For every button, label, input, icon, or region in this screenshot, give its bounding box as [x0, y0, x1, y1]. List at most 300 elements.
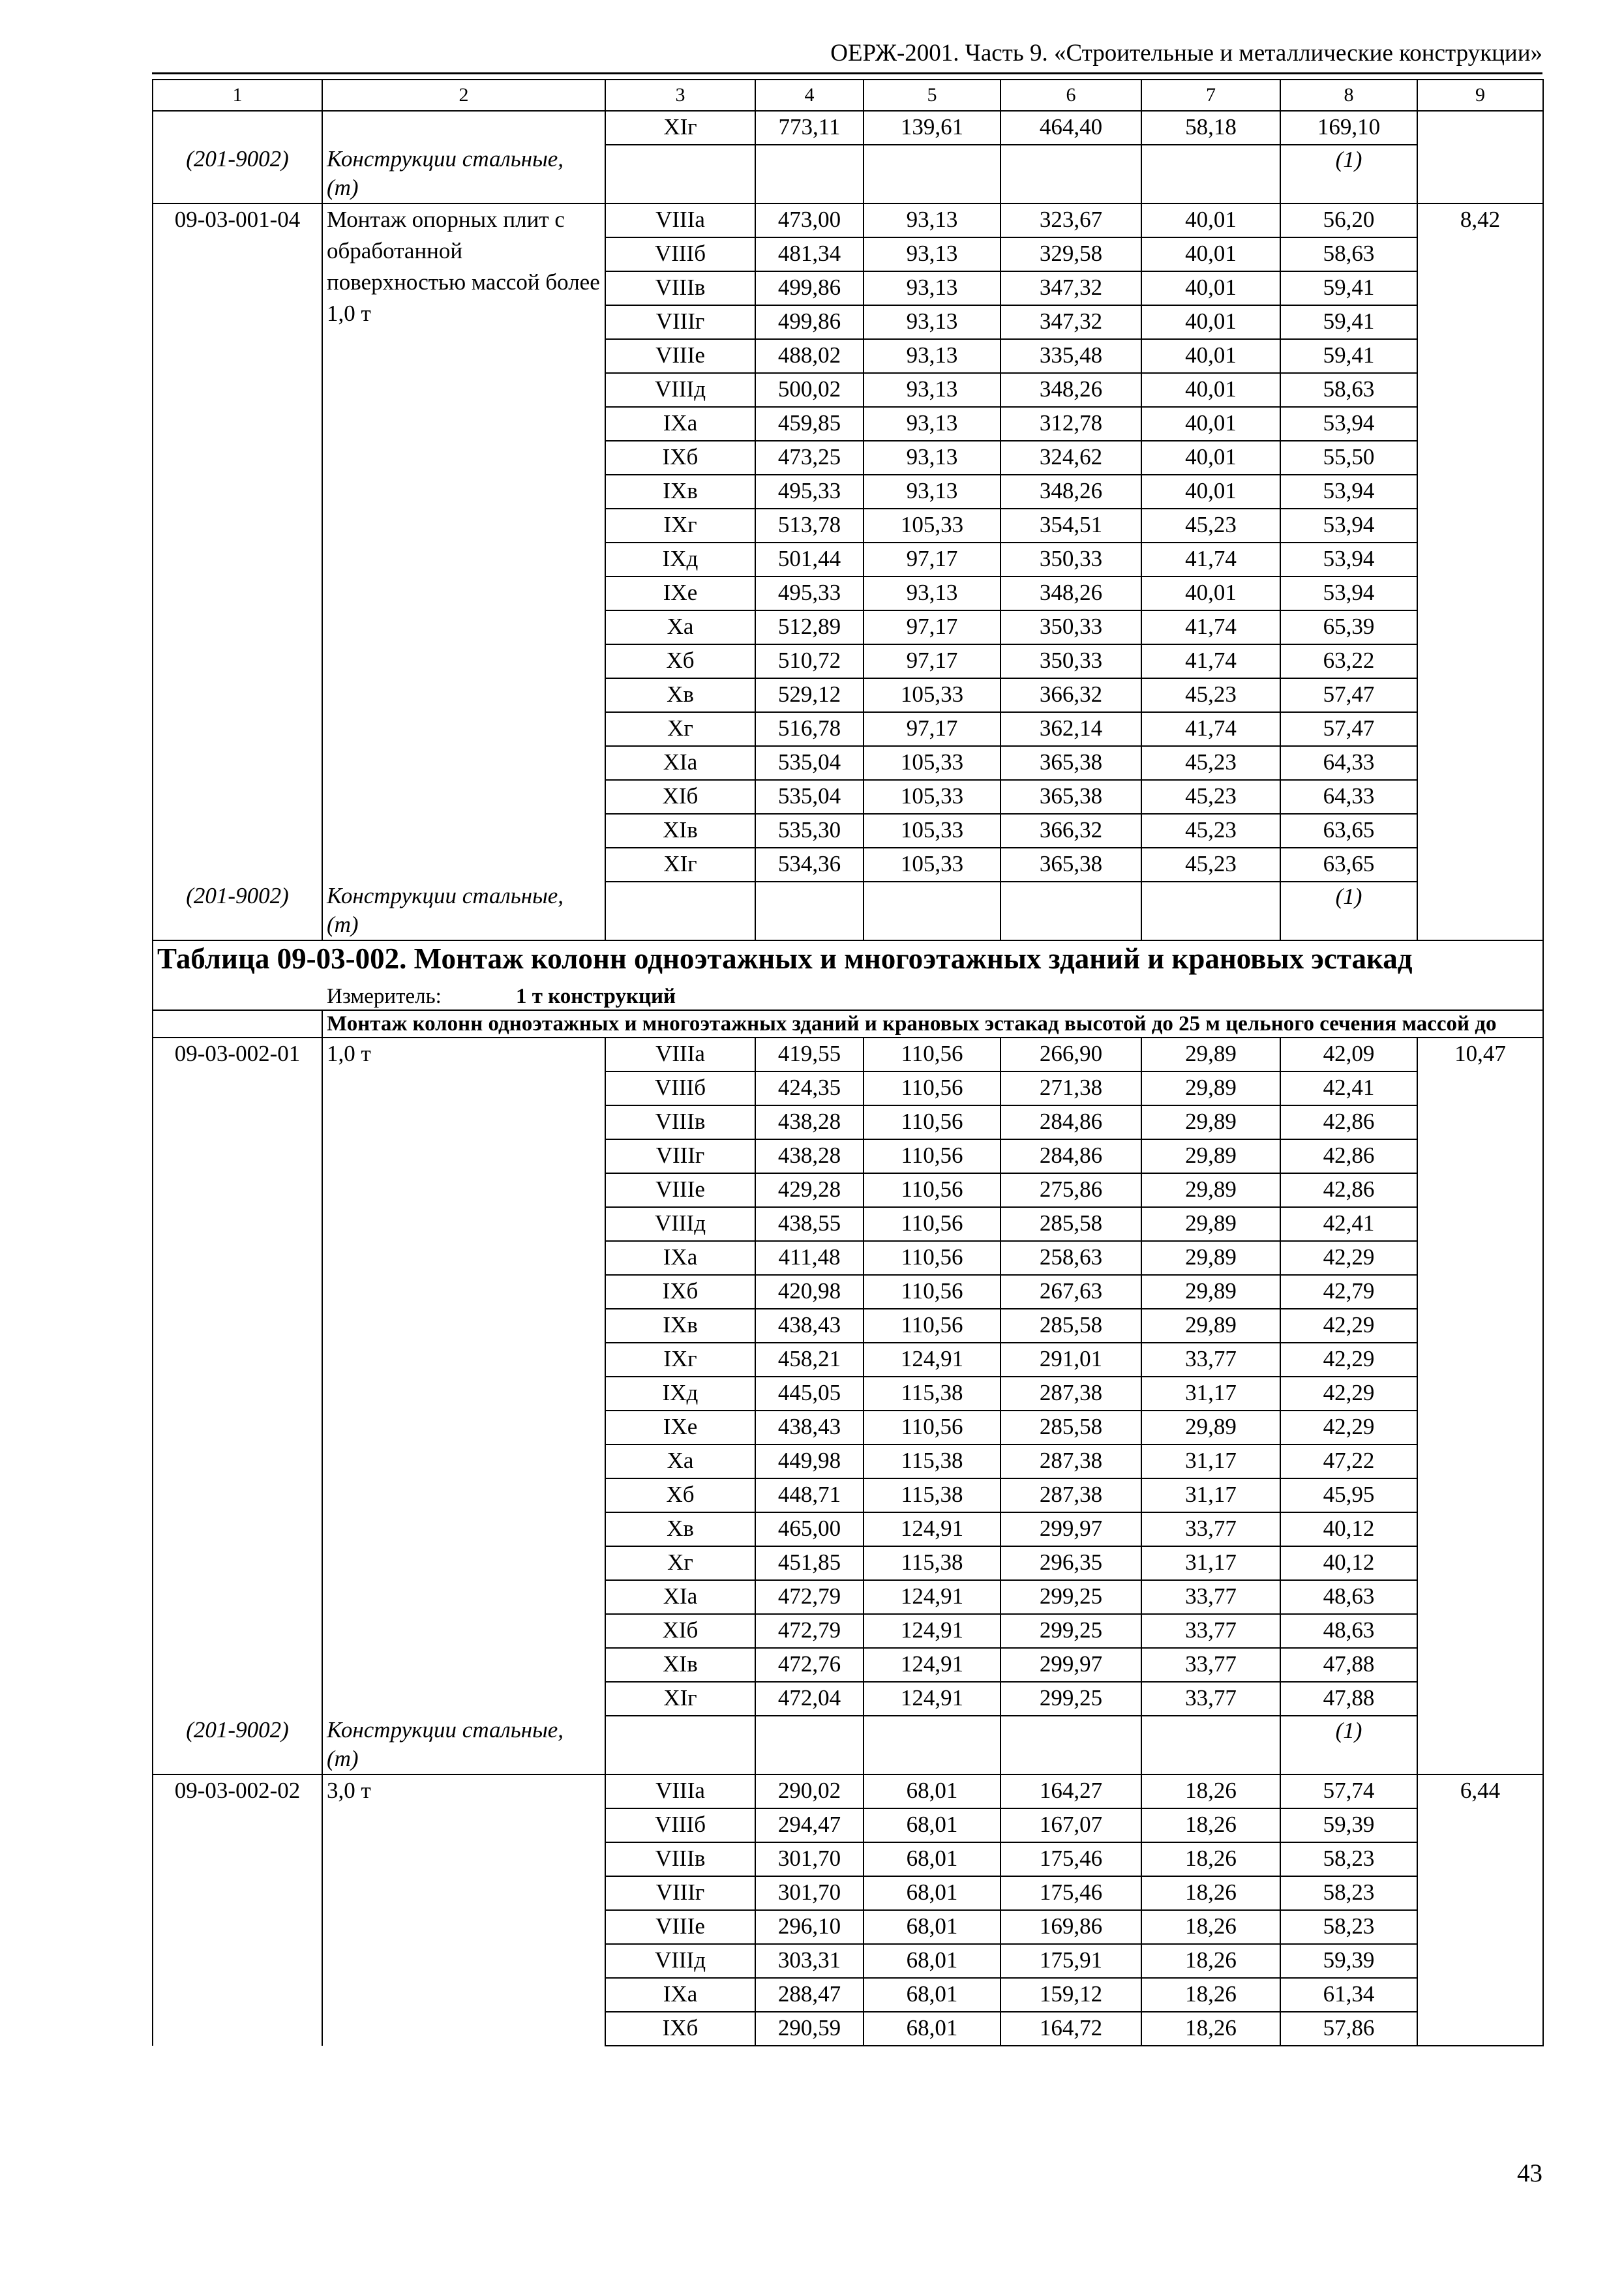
table-title-row: [153, 940, 1543, 1010]
value-cell: 47,88: [1280, 1682, 1417, 1716]
value-cell: 448,71: [755, 1478, 864, 1512]
zone-cell: VIIIг: [605, 1139, 755, 1173]
value-cell: 29,89: [1141, 1139, 1280, 1173]
column-number: 9: [1417, 80, 1543, 111]
material-quantity: (1): [1280, 882, 1417, 940]
value-cell: 40,01: [1141, 305, 1280, 339]
zone-cell: XIг: [605, 1682, 755, 1716]
work-code: 09-03-002-02: [153, 1774, 322, 2046]
zone-cell: VIIIа: [605, 1038, 755, 1071]
value-cell: 124,91: [864, 1343, 1000, 1377]
empty-cell: [1000, 1716, 1141, 1774]
value-cell: 53,94: [1280, 407, 1417, 441]
value-cell: 348,26: [1000, 475, 1141, 509]
value-cell: 29,89: [1141, 1038, 1280, 1071]
column-number: 7: [1141, 80, 1280, 111]
value-cell: 419,55: [755, 1038, 864, 1071]
column-number: 4: [755, 80, 864, 111]
empty-cell: [864, 882, 1000, 940]
value-cell: 40,01: [1141, 475, 1280, 509]
column-number: 2: [322, 80, 605, 111]
zone-cell: XIг: [605, 111, 755, 145]
value-cell: 57,47: [1280, 712, 1417, 746]
value-cell: 18,26: [1141, 2012, 1280, 2046]
zone-cell: XIа: [605, 746, 755, 780]
value-cell: 362,14: [1000, 712, 1141, 746]
last-value-cell: 8,42: [1417, 203, 1543, 940]
value-cell: 97,17: [864, 712, 1000, 746]
value-cell: 58,18: [1141, 111, 1280, 145]
value-cell: 29,89: [1141, 1207, 1280, 1241]
value-cell: 65,39: [1280, 610, 1417, 644]
zone-cell: XIб: [605, 1614, 755, 1648]
value-cell: 68,01: [864, 1774, 1000, 1808]
value-cell: 59,41: [1280, 305, 1417, 339]
value-cell: 348,26: [1000, 373, 1141, 407]
value-cell: 45,23: [1141, 678, 1280, 712]
value-cell: 40,12: [1280, 1512, 1417, 1546]
empty-cell: [605, 1716, 755, 1774]
value-cell: 285,58: [1000, 1207, 1141, 1241]
zone-cell: IXе: [605, 576, 755, 610]
section-heading: Монтаж колонн одноэтажных и многоэтажных зданий и крановых эстакад высотой до 25 м цельного сечения массой до: [322, 1010, 1543, 1038]
zone-cell: Xв: [605, 678, 755, 712]
value-cell: 271,38: [1000, 1071, 1141, 1105]
value-cell: 472,79: [755, 1580, 864, 1614]
empty-cell: [605, 882, 755, 940]
value-cell: 365,38: [1000, 780, 1141, 814]
value-cell: 115,38: [864, 1377, 1000, 1411]
zone-cell: IXг: [605, 1343, 755, 1377]
value-cell: 110,56: [864, 1241, 1000, 1275]
running-header: ОЕРЖ-2001. Часть 9. «Строительные и металлические конструкции»: [830, 40, 1542, 67]
value-cell: 169,86: [1000, 1910, 1141, 1944]
value-cell: 29,89: [1141, 1411, 1280, 1444]
value-cell: 534,36: [755, 848, 864, 882]
value-cell: 411,48: [755, 1241, 864, 1275]
zone-cell: XIв: [605, 814, 755, 848]
zone-cell: VIIIв: [605, 1842, 755, 1876]
value-cell: 299,25: [1000, 1614, 1141, 1648]
value-cell: 18,26: [1141, 1774, 1280, 1808]
material-name: Конструкции стальные, (т): [322, 882, 605, 940]
value-cell: 115,38: [864, 1444, 1000, 1478]
zone-cell: IXе: [605, 1411, 755, 1444]
value-cell: 299,97: [1000, 1512, 1141, 1546]
value-cell: 512,89: [755, 610, 864, 644]
value-cell: 365,38: [1000, 746, 1141, 780]
material-code: (201-9002): [153, 145, 322, 203]
value-cell: 445,05: [755, 1377, 864, 1411]
value-cell: 48,63: [1280, 1580, 1417, 1614]
value-cell: 299,97: [1000, 1648, 1141, 1682]
value-cell: 481,34: [755, 237, 864, 271]
value-cell: 472,04: [755, 1682, 864, 1716]
value-cell: 115,38: [864, 1478, 1000, 1512]
value-cell: 350,33: [1000, 610, 1141, 644]
value-cell: 29,89: [1141, 1241, 1280, 1275]
table-row: [153, 1774, 1543, 1808]
value-cell: 458,21: [755, 1343, 864, 1377]
value-cell: 258,63: [1000, 1241, 1141, 1275]
value-cell: 459,85: [755, 407, 864, 441]
value-cell: 18,26: [1141, 1808, 1280, 1842]
value-cell: 18,26: [1141, 1910, 1280, 1944]
meter-label: Измеритель:: [327, 985, 442, 1008]
value-cell: 473,25: [755, 441, 864, 475]
value-cell: 424,35: [755, 1071, 864, 1105]
zone-cell: XIб: [605, 780, 755, 814]
zone-cell: IXв: [605, 475, 755, 509]
value-cell: 41,74: [1141, 543, 1280, 576]
zone-cell: VIIIб: [605, 1071, 755, 1105]
value-cell: 324,62: [1000, 441, 1141, 475]
value-cell: 285,58: [1000, 1411, 1141, 1444]
value-cell: 312,78: [1000, 407, 1141, 441]
zone-cell: VIIIе: [605, 1910, 755, 1944]
material-code: (201-9002): [153, 1716, 322, 1774]
value-cell: 169,10: [1280, 111, 1417, 145]
table-title-cell: [153, 940, 1543, 1010]
value-cell: 110,56: [864, 1139, 1000, 1173]
value-cell: 57,74: [1280, 1774, 1417, 1808]
value-cell: 438,28: [755, 1105, 864, 1139]
value-cell: 124,91: [864, 1614, 1000, 1648]
value-cell: 68,01: [864, 1876, 1000, 1910]
value-cell: 58,63: [1280, 373, 1417, 407]
value-cell: 472,76: [755, 1648, 864, 1682]
zone-cell: IXв: [605, 1309, 755, 1343]
column-number: 3: [605, 80, 755, 111]
zone-cell: IXг: [605, 509, 755, 543]
value-cell: 31,17: [1141, 1377, 1280, 1411]
value-cell: 175,91: [1000, 1944, 1141, 1978]
value-cell: 59,39: [1280, 1944, 1417, 1978]
value-cell: 18,26: [1141, 1944, 1280, 1978]
value-cell: 350,33: [1000, 543, 1141, 576]
value-cell: 335,48: [1000, 339, 1141, 373]
value-cell: 57,86: [1280, 2012, 1417, 2046]
zone-cell: XIа: [605, 1580, 755, 1614]
value-cell: 500,02: [755, 373, 864, 407]
value-cell: 58,23: [1280, 1842, 1417, 1876]
zone-cell: VIIIа: [605, 1774, 755, 1808]
zone-cell: IXа: [605, 407, 755, 441]
value-cell: 499,86: [755, 271, 864, 305]
value-cell: 93,13: [864, 203, 1000, 237]
value-cell: 64,33: [1280, 746, 1417, 780]
value-cell: 105,33: [864, 746, 1000, 780]
zone-cell: VIIIе: [605, 1173, 755, 1207]
value-cell: 124,91: [864, 1682, 1000, 1716]
value-cell: 68,01: [864, 1944, 1000, 1978]
empty-cell: [153, 1010, 322, 1038]
value-cell: 59,39: [1280, 1808, 1417, 1842]
value-cell: 124,91: [864, 1512, 1000, 1546]
value-cell: 159,12: [1000, 1978, 1141, 2012]
value-cell: 110,56: [864, 1411, 1000, 1444]
value-cell: 68,01: [864, 1978, 1000, 2012]
value-cell: 42,79: [1280, 1275, 1417, 1309]
value-cell: 33,77: [1141, 1512, 1280, 1546]
value-cell: 110,56: [864, 1038, 1000, 1071]
value-cell: 64,33: [1280, 780, 1417, 814]
value-cell: 40,01: [1141, 237, 1280, 271]
value-cell: 167,07: [1000, 1808, 1141, 1842]
zone-cell: VIIIв: [605, 1105, 755, 1139]
material-row: [153, 1716, 1543, 1774]
meter-value: 1 т конструкций: [516, 985, 676, 1008]
value-cell: 45,95: [1280, 1478, 1417, 1512]
value-cell: 61,34: [1280, 1978, 1417, 2012]
value-cell: 773,11: [755, 111, 864, 145]
zone-cell: XIг: [605, 848, 755, 882]
empty-cell: [864, 145, 1000, 203]
zone-cell: IXб: [605, 441, 755, 475]
column-number: 8: [1280, 80, 1417, 111]
zone-cell: VIIIа: [605, 203, 755, 237]
value-cell: 347,32: [1000, 271, 1141, 305]
value-cell: 438,43: [755, 1309, 864, 1343]
code-cell: [153, 111, 322, 145]
value-cell: 303,31: [755, 1944, 864, 1978]
work-name: 3,0 т: [322, 1774, 605, 2046]
value-cell: 449,98: [755, 1444, 864, 1478]
empty-cell: [1141, 1716, 1280, 1774]
value-cell: 267,63: [1000, 1275, 1141, 1309]
value-cell: 287,38: [1000, 1444, 1141, 1478]
value-cell: 93,13: [864, 339, 1000, 373]
material-name: Конструкции стальные, (т): [322, 1716, 605, 1774]
value-cell: 42,29: [1280, 1411, 1417, 1444]
value-cell: 110,56: [864, 1275, 1000, 1309]
value-cell: 495,33: [755, 475, 864, 509]
value-cell: 438,28: [755, 1139, 864, 1173]
value-cell: 41,74: [1141, 644, 1280, 678]
value-cell: 33,77: [1141, 1682, 1280, 1716]
zone-cell: VIIIг: [605, 1876, 755, 1910]
value-cell: 63,65: [1280, 848, 1417, 882]
value-cell: 110,56: [864, 1207, 1000, 1241]
value-cell: 93,13: [864, 271, 1000, 305]
value-cell: 287,38: [1000, 1377, 1141, 1411]
material-name: Конструкции стальные, (т): [322, 145, 605, 203]
zone-cell: IXа: [605, 1241, 755, 1275]
value-cell: 29,89: [1141, 1275, 1280, 1309]
value-cell: 438,43: [755, 1411, 864, 1444]
value-cell: 284,86: [1000, 1139, 1141, 1173]
empty-cell: [755, 882, 864, 940]
empty-cell: [755, 145, 864, 203]
value-cell: 53,94: [1280, 509, 1417, 543]
table-row: [153, 1038, 1543, 1071]
value-cell: 290,02: [755, 1774, 864, 1808]
value-cell: 97,17: [864, 543, 1000, 576]
value-cell: 29,89: [1141, 1309, 1280, 1343]
value-cell: 516,78: [755, 712, 864, 746]
value-cell: 301,70: [755, 1842, 864, 1876]
value-cell: 347,32: [1000, 305, 1141, 339]
value-cell: 105,33: [864, 848, 1000, 882]
zone-cell: IXд: [605, 543, 755, 576]
value-cell: 33,77: [1141, 1343, 1280, 1377]
material-code: (201-9002): [153, 882, 322, 940]
material-row: [153, 882, 1543, 940]
value-cell: 275,86: [1000, 1173, 1141, 1207]
column-number: 6: [1000, 80, 1141, 111]
value-cell: 40,01: [1141, 576, 1280, 610]
zone-cell: Xб: [605, 1478, 755, 1512]
value-cell: 40,01: [1141, 271, 1280, 305]
value-cell: 285,58: [1000, 1309, 1141, 1343]
work-name: 1,0 т: [322, 1038, 605, 1716]
value-cell: 33,77: [1141, 1648, 1280, 1682]
value-cell: 110,56: [864, 1071, 1000, 1105]
value-cell: 47,88: [1280, 1648, 1417, 1682]
value-cell: 59,41: [1280, 339, 1417, 373]
value-cell: 93,13: [864, 237, 1000, 271]
table-row: [153, 111, 1543, 145]
value-cell: 535,30: [755, 814, 864, 848]
name-cell: [322, 111, 605, 145]
value-cell: 164,72: [1000, 2012, 1141, 2046]
zone-cell: VIIIд: [605, 1944, 755, 1978]
empty-cell: [1000, 145, 1141, 203]
rates-table: [152, 79, 1544, 2046]
value-cell: 40,01: [1141, 339, 1280, 373]
zone-cell: VIIIг: [605, 305, 755, 339]
value-cell: 429,28: [755, 1173, 864, 1207]
zone-cell: VIIIе: [605, 339, 755, 373]
value-cell: 175,46: [1000, 1876, 1141, 1910]
value-cell: 40,01: [1141, 441, 1280, 475]
zone-cell: XIв: [605, 1648, 755, 1682]
value-cell: 45,23: [1141, 509, 1280, 543]
value-cell: 68,01: [864, 1842, 1000, 1876]
empty-cell: [755, 1716, 864, 1774]
zone-cell: IXд: [605, 1377, 755, 1411]
section-row: [153, 1010, 1543, 1038]
value-cell: 164,27: [1000, 1774, 1141, 1808]
value-cell: 31,17: [1141, 1444, 1280, 1478]
empty-cell: [864, 1716, 1000, 1774]
material-quantity: (1): [1280, 145, 1417, 203]
empty-cell: [1000, 882, 1141, 940]
value-cell: 473,00: [755, 203, 864, 237]
value-cell: 110,56: [864, 1309, 1000, 1343]
value-cell: 464,40: [1000, 111, 1141, 145]
value-cell: 33,77: [1141, 1580, 1280, 1614]
value-cell: 93,13: [864, 373, 1000, 407]
value-cell: 40,01: [1141, 203, 1280, 237]
value-cell: 465,00: [755, 1512, 864, 1546]
empty-cell: [1141, 882, 1280, 940]
zone-cell: Xг: [605, 712, 755, 746]
value-cell: 45,23: [1141, 746, 1280, 780]
value-cell: 139,61: [864, 111, 1000, 145]
value-cell: 41,74: [1141, 610, 1280, 644]
value-cell: 45,23: [1141, 780, 1280, 814]
value-cell: 18,26: [1141, 1842, 1280, 1876]
page-number: 43: [1517, 2159, 1542, 2187]
last-value-cell: [1417, 111, 1543, 203]
value-cell: 301,70: [755, 1876, 864, 1910]
value-cell: 42,86: [1280, 1105, 1417, 1139]
empty-cell: [605, 145, 755, 203]
value-cell: 53,94: [1280, 543, 1417, 576]
value-cell: 535,04: [755, 746, 864, 780]
value-cell: 97,17: [864, 610, 1000, 644]
value-cell: 29,89: [1141, 1173, 1280, 1207]
value-cell: 42,41: [1280, 1207, 1417, 1241]
value-cell: 535,04: [755, 780, 864, 814]
value-cell: 266,90: [1000, 1038, 1141, 1071]
value-cell: 59,41: [1280, 271, 1417, 305]
value-cell: 55,50: [1280, 441, 1417, 475]
value-cell: 472,79: [755, 1614, 864, 1648]
value-cell: 110,56: [864, 1173, 1000, 1207]
value-cell: 47,22: [1280, 1444, 1417, 1478]
value-cell: 40,01: [1141, 373, 1280, 407]
meter-line: [157, 983, 1539, 1010]
value-cell: 288,47: [755, 1978, 864, 2012]
value-cell: 42,41: [1280, 1071, 1417, 1105]
value-cell: 299,25: [1000, 1682, 1141, 1716]
value-cell: 420,98: [755, 1275, 864, 1309]
column-number: 5: [864, 80, 1000, 111]
value-cell: 105,33: [864, 814, 1000, 848]
table-title: Таблица 09-03-002. Монтаж колонн одноэтажных и многоэтажных зданий и крановых эстакад: [157, 942, 1413, 975]
value-cell: 56,20: [1280, 203, 1417, 237]
value-cell: 31,17: [1141, 1478, 1280, 1512]
value-cell: 350,33: [1000, 644, 1141, 678]
value-cell: 366,32: [1000, 814, 1141, 848]
zone-cell: IXб: [605, 2012, 755, 2046]
zone-cell: VIIIд: [605, 373, 755, 407]
value-cell: 31,17: [1141, 1546, 1280, 1580]
last-value-cell: 10,47: [1417, 1038, 1543, 1774]
value-cell: 42,09: [1280, 1038, 1417, 1071]
value-cell: 42,29: [1280, 1309, 1417, 1343]
value-cell: 58,23: [1280, 1876, 1417, 1910]
value-cell: 451,85: [755, 1546, 864, 1580]
value-cell: 18,26: [1141, 1876, 1280, 1910]
material-row: [153, 145, 1543, 203]
value-cell: 48,63: [1280, 1614, 1417, 1648]
value-cell: 58,63: [1280, 237, 1417, 271]
value-cell: 284,86: [1000, 1105, 1141, 1139]
table-row: [153, 203, 1543, 237]
value-cell: 45,23: [1141, 848, 1280, 882]
value-cell: 42,29: [1280, 1241, 1417, 1275]
value-cell: 290,59: [755, 2012, 864, 2046]
value-cell: 124,91: [864, 1580, 1000, 1614]
value-cell: 42,86: [1280, 1139, 1417, 1173]
value-cell: 29,89: [1141, 1105, 1280, 1139]
value-cell: 499,86: [755, 305, 864, 339]
zone-cell: IXб: [605, 1275, 755, 1309]
value-cell: 93,13: [864, 305, 1000, 339]
value-cell: 58,23: [1280, 1910, 1417, 1944]
value-cell: 68,01: [864, 1808, 1000, 1842]
zone-cell: Xа: [605, 1444, 755, 1478]
value-cell: 438,55: [755, 1207, 864, 1241]
value-cell: 18,26: [1141, 1978, 1280, 2012]
value-cell: 33,77: [1141, 1614, 1280, 1648]
value-cell: 63,65: [1280, 814, 1417, 848]
value-cell: 105,33: [864, 509, 1000, 543]
value-cell: 93,13: [864, 407, 1000, 441]
